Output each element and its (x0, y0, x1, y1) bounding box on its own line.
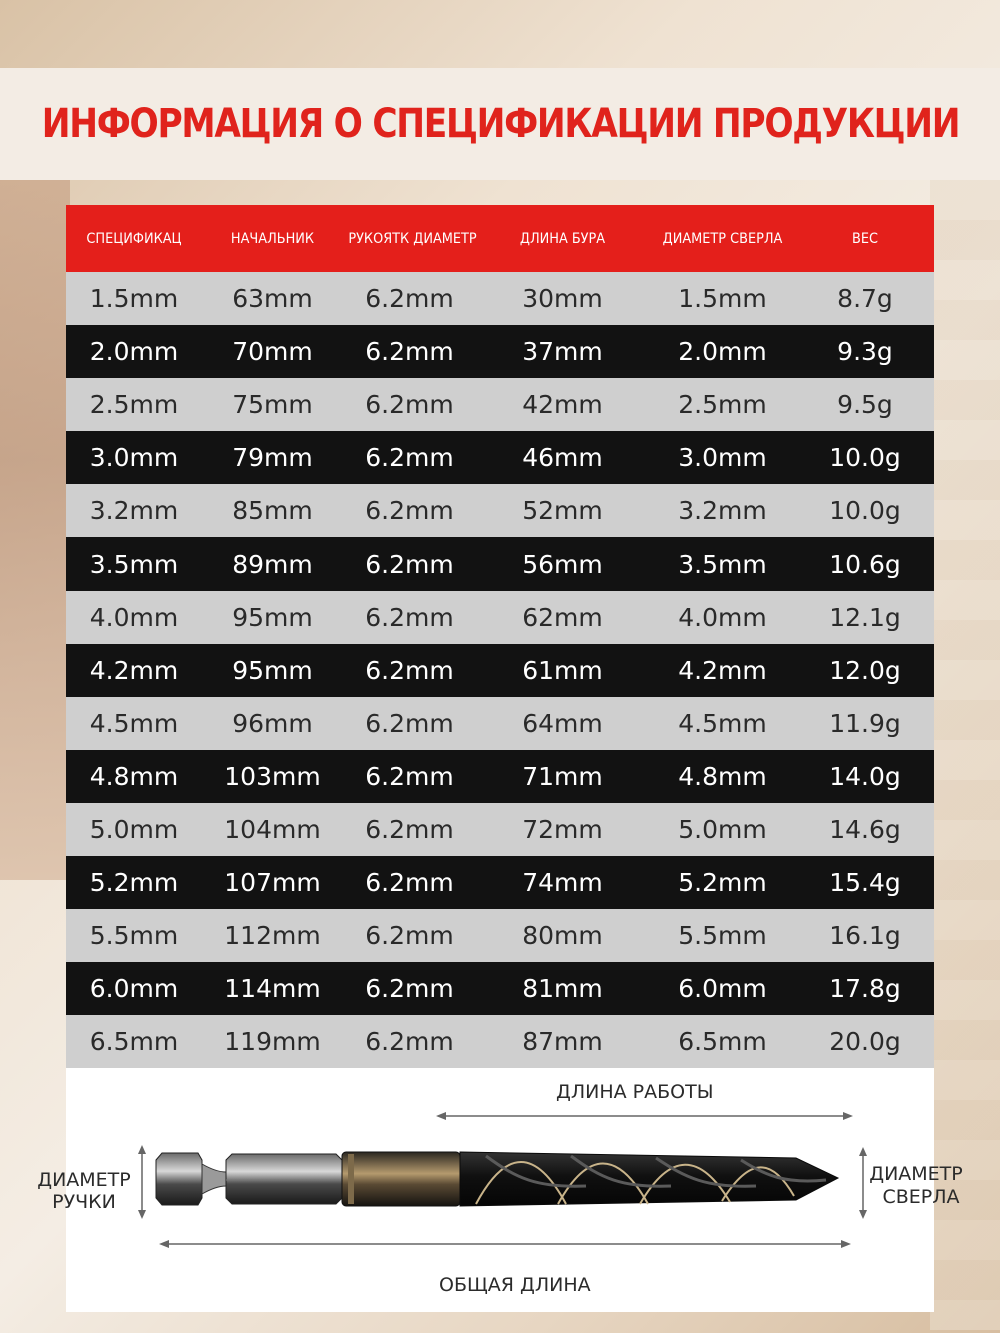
background-photo-left (0, 180, 70, 880)
header-drill-diameter: ДИАМЕТР СВЕРЛА (662, 230, 783, 247)
cell-shank-diameter: 6.2mm (365, 390, 454, 420)
cell-total-length: 103mm (224, 761, 321, 791)
table-row (66, 803, 934, 856)
cell-spec: 3.0mm (89, 443, 179, 473)
cell-shank-diameter: 6.2mm (365, 974, 454, 1004)
cell-weight: 11.9g (829, 708, 901, 738)
cell-spec: 4.5mm (89, 708, 179, 738)
cell-spec: 4.8mm (89, 761, 179, 791)
cell-drill-length: 81mm (522, 974, 603, 1004)
cell-weight: 10.0g (829, 496, 901, 526)
cell-drill-diameter: 4.2mm (678, 655, 767, 685)
cell-total-length: 112mm (224, 921, 321, 951)
cell-drill-length: 72mm (522, 814, 603, 844)
cell-total-length: 107mm (224, 868, 321, 898)
cell-drill-diameter: 3.5mm (678, 549, 767, 579)
cell-shank-diameter: 6.2mm (365, 496, 454, 526)
cell-total-length: 75mm (232, 390, 313, 420)
cell-shank-diameter: 6.2mm (365, 868, 454, 898)
drill-diameter-label-line1: ДИАМЕТР (869, 1163, 963, 1185)
cell-drill-diameter: 6.5mm (678, 1027, 767, 1057)
table-row (66, 325, 934, 378)
shank-diameter-arrow (138, 1145, 146, 1219)
table-row (66, 697, 934, 750)
cell-drill-length: 87mm (522, 1027, 603, 1057)
cell-drill-diameter: 4.0mm (678, 602, 767, 632)
drill-collar (342, 1152, 460, 1206)
cell-drill-length: 64mm (522, 708, 603, 738)
cell-shank-diameter: 6.2mm (365, 655, 454, 685)
page-title: ИНФОРМАЦИЯ О СПЕЦИФИКАЦИИ ПРОДУКЦИИ (41, 101, 959, 147)
drill-diameter-arrow (859, 1147, 867, 1219)
cell-drill-length: 61mm (522, 655, 603, 685)
table-row (66, 378, 934, 431)
cell-shank-diameter: 6.2mm (365, 602, 454, 632)
cell-spec: 3.2mm (89, 496, 179, 526)
header-spec: СПЕЦИФИКАЦ (86, 230, 182, 247)
cell-spec: 1.5mm (89, 284, 179, 314)
cell-total-length: 70mm (232, 337, 313, 367)
table-row (66, 1015, 934, 1068)
working-length-label: ДЛИНА РАБОТЫ (556, 1081, 714, 1103)
cell-weight: 12.1g (829, 602, 901, 632)
cell-weight: 14.6g (829, 814, 901, 844)
table-row (66, 909, 934, 962)
cell-drill-diameter: 3.2mm (678, 496, 767, 526)
cell-spec: 5.2mm (89, 868, 179, 898)
table-row (66, 537, 934, 590)
cell-spec: 4.2mm (89, 655, 179, 685)
cell-spec: 3.5mm (89, 549, 179, 579)
cell-total-length: 119mm (224, 1027, 321, 1057)
cell-weight: 10.0g (829, 443, 901, 473)
shank-diameter-label-line2: РУЧКИ (52, 1191, 116, 1213)
table-row (66, 962, 934, 1015)
cell-drill-diameter: 2.0mm (678, 337, 767, 367)
table-header (66, 205, 934, 272)
header-shank-diameter: РУКОЯТК ДИАМЕТР (348, 230, 477, 247)
table-row (66, 856, 934, 909)
cell-drill-length: 71mm (522, 761, 603, 791)
cell-shank-diameter: 6.2mm (365, 443, 454, 473)
hex-shank (156, 1153, 342, 1205)
cell-drill-length: 62mm (522, 602, 603, 632)
cell-drill-diameter: 5.2mm (678, 868, 767, 898)
cell-drill-length: 37mm (522, 337, 603, 367)
cell-spec: 6.5mm (89, 1027, 179, 1057)
cell-total-length: 63mm (232, 284, 313, 314)
cell-weight: 20.0g (829, 1027, 901, 1057)
cell-shank-diameter: 6.2mm (365, 549, 454, 579)
cell-total-length: 79mm (232, 443, 313, 473)
cell-shank-diameter: 6.2mm (365, 814, 454, 844)
cell-weight: 9.3g (837, 337, 893, 367)
cell-weight: 8.7g (837, 284, 893, 314)
cell-total-length: 89mm (232, 549, 313, 579)
cell-shank-diameter: 6.2mm (365, 708, 454, 738)
cell-total-length: 95mm (232, 602, 313, 632)
background-wood-right (930, 180, 1000, 1330)
cell-drill-length: 56mm (522, 549, 603, 579)
cell-spec: 2.0mm (89, 337, 179, 367)
cell-weight: 12.0g (829, 655, 901, 685)
cell-total-length: 114mm (224, 974, 321, 1004)
cell-drill-diameter: 3.0mm (678, 443, 767, 473)
cell-spec: 2.5mm (89, 390, 179, 420)
cell-drill-length: 74mm (522, 868, 603, 898)
cell-drill-diameter: 4.5mm (678, 708, 767, 738)
cell-shank-diameter: 6.2mm (365, 921, 454, 951)
cell-drill-length: 46mm (522, 443, 603, 473)
table-row (66, 750, 934, 803)
table-row (66, 431, 934, 484)
table-body (66, 272, 934, 1068)
cell-total-length: 95mm (232, 655, 313, 685)
header-total-length: НАЧАЛЬНИК (230, 230, 315, 247)
cell-shank-diameter: 6.2mm (365, 284, 454, 314)
cell-weight: 15.4g (829, 868, 901, 898)
cell-drill-length: 30mm (522, 284, 603, 314)
cell-drill-length: 80mm (522, 921, 603, 951)
cell-drill-diameter: 4.8mm (678, 761, 767, 791)
cell-shank-diameter: 6.2mm (365, 1027, 454, 1057)
drill-bit-illustration (66, 1068, 934, 1312)
cell-drill-length: 42mm (522, 390, 603, 420)
drill-diagram (37, 1068, 963, 1312)
table-row (66, 484, 934, 537)
header-weight: ВЕС (852, 230, 878, 247)
cell-spec: 5.5mm (89, 921, 179, 951)
cell-spec: 6.0mm (89, 974, 179, 1004)
cell-drill-diameter: 2.5mm (678, 390, 767, 420)
cell-total-length: 104mm (224, 814, 321, 844)
total-length-arrow (159, 1240, 851, 1248)
shank-diameter-label-line1: ДИАМЕТР (37, 1169, 131, 1191)
total-length-label: ОБЩАЯ ДЛИНА (439, 1274, 591, 1296)
table-row (66, 591, 934, 644)
drill-diameter-label-line2: СВЕРЛА (882, 1186, 960, 1208)
spec-table (66, 205, 934, 1068)
cell-weight: 14.0g (829, 761, 901, 791)
cell-spec: 5.0mm (89, 814, 179, 844)
cell-drill-diameter: 5.5mm (678, 921, 767, 951)
cell-drill-diameter: 1.5mm (678, 284, 767, 314)
cell-drill-length: 52mm (522, 496, 603, 526)
cell-weight: 16.1g (829, 921, 901, 951)
working-length-arrow (436, 1112, 853, 1120)
cell-weight: 9.5g (837, 390, 893, 420)
table-row (66, 272, 934, 325)
cell-drill-diameter: 5.0mm (678, 814, 767, 844)
cell-spec: 4.0mm (89, 602, 179, 632)
cell-total-length: 85mm (232, 496, 313, 526)
cell-shank-diameter: 6.2mm (365, 337, 454, 367)
cell-total-length: 96mm (232, 708, 313, 738)
cell-weight: 17.8g (829, 974, 901, 1004)
cell-drill-diameter: 6.0mm (678, 974, 767, 1004)
cell-shank-diameter: 6.2mm (365, 761, 454, 791)
header-drill-length: ДЛИНА БУРА (519, 230, 606, 247)
title-band (0, 68, 1000, 180)
drill-flutes (460, 1152, 838, 1206)
table-row (66, 644, 934, 697)
cell-weight: 10.6g (829, 549, 901, 579)
